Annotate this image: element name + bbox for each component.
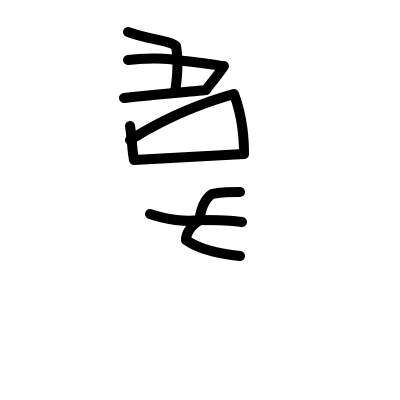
glyph-bottom-stroke-1 [200, 192, 240, 216]
glyph-top [124, 32, 224, 98]
glyph-middle [130, 94, 244, 160]
glyph-bottom [150, 192, 242, 256]
glyph-middle-stroke-1 [130, 94, 244, 154]
glyph-top-stroke-2 [128, 59, 222, 67]
